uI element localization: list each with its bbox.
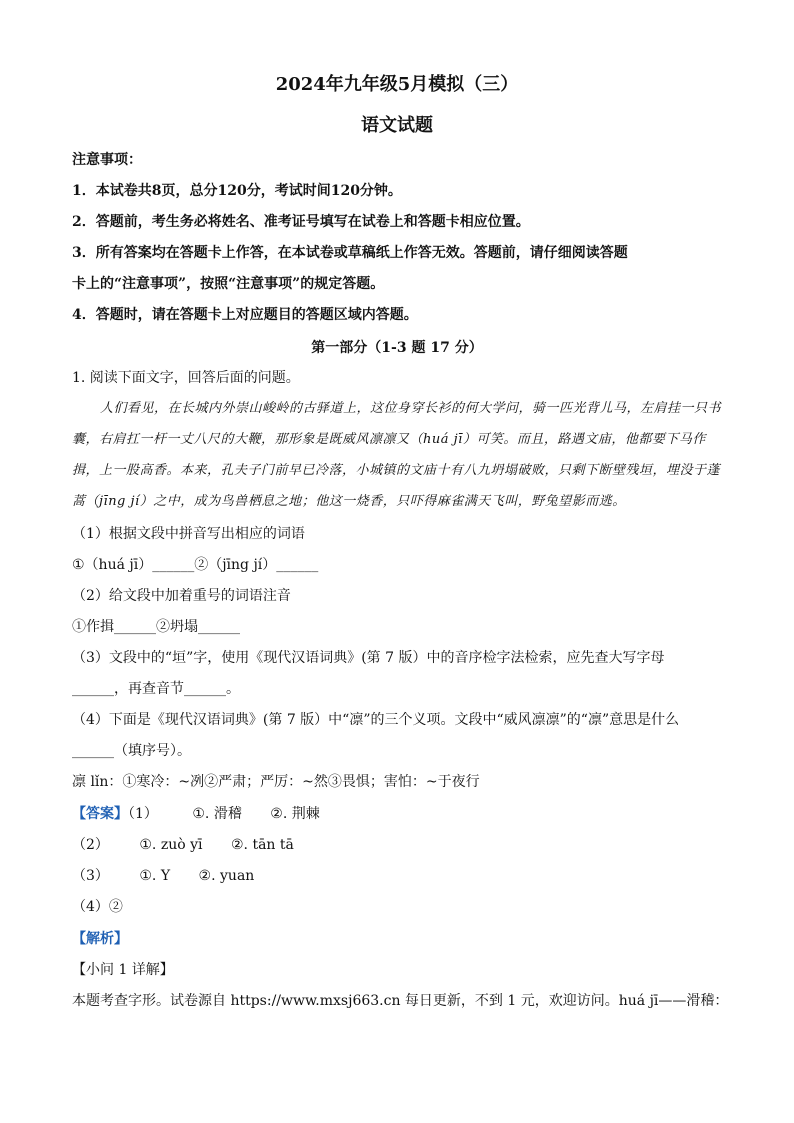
- sub-question-2: （2）给文段中加着重号的词语注音: [72, 588, 291, 604]
- sub-question-3-blanks: ______，再查音节______。: [72, 681, 240, 697]
- notice-item-4: 4．答题时，请在答题卡上对应题目的答题区域内答题。: [72, 307, 418, 323]
- answer-label: 【答案】: [72, 806, 128, 822]
- answer-value-b: yuan: [220, 868, 255, 884]
- answer-value-b: 荆棘: [291, 806, 320, 822]
- notice-item-2: 2．答题前，考生务必将姓名、准考证号填写在试卷上和答题卡相应位置。: [72, 214, 530, 230]
- analysis-sub-heading: 【小问 1 详解】: [72, 962, 174, 978]
- answer-mark-a: ①.: [192, 806, 210, 822]
- sub-question-1: （1）根据文段中拼音写出相应的词语: [72, 526, 305, 542]
- notice-item-3: 3．所有答案均在答题卡上作答，在本试卷或草稿纸上作答无效。答题前，请仔细阅读答题: [72, 245, 628, 261]
- answer-num: （2）: [72, 837, 109, 853]
- dictionary-entry: 凛 lǐn：①寒冷：~冽②严肃；严厉：~然③畏惧；害怕：~于夜行: [72, 774, 480, 790]
- answer-value-a: 滑稽: [213, 806, 242, 822]
- answer-mark-a: ①.: [139, 837, 157, 853]
- analysis-text: 本题考查字形。试卷源自 https://www.mxsj663.cn 每日更新，不到 1 元，欢迎访问。huá jī——滑稽：: [72, 993, 729, 1009]
- analysis-label: 【解析】: [72, 931, 128, 947]
- answer-mark-b: ②.: [270, 806, 288, 822]
- exam-title: 2024年九年级5月模拟（三）: [275, 74, 519, 95]
- answer-value-a: Y: [160, 868, 171, 884]
- reading-passage: [72, 393, 722, 517]
- notice-item-3-cont: 卡上的“注意事项”，按照“注意事项”的规定答题。: [72, 276, 385, 292]
- answer-mark-b: ②.: [198, 868, 216, 884]
- sub-question-4: （4）下面是《现代汉语词典》(第 7 版）中“凛”的三个义项。文段中“威风凛凛”的“凛”意思是什么: [72, 712, 680, 728]
- answer-num: （1）: [128, 806, 158, 822]
- question-1-stem: 1. 阅读下面文字，回答后面的问题。: [72, 370, 300, 386]
- notice-heading: 注意事项：: [72, 152, 142, 168]
- answer-row-2: [72, 835, 294, 855]
- passage-text: 人们看见，在长城内外崇山峻岭的古驿道上，这位身穿长衫的何大学问，骑一匹光背儿马，左肩挂一只书囊，右肩扛一杆一丈八尺的大鞭，那形象是既威风凛凛又（huá jī）可笑。而且，路遇文庙，他都要下马作揖，上一股高香。本来，孔夫子门前早已冷落，小城镇的文庙十有八九坍塌破败，只剩下断壁残垣，埋没于蓬蒿（jīng jí）之中，成为鸟兽栖息之地；他这一烧香，只吓得麻雀满天飞叫，野兔望影而逃。: [72, 401, 722, 509]
- answer-value-b: tān tā: [252, 837, 294, 853]
- section-title: 第一部分（1-3 题 17 分）: [311, 340, 483, 356]
- answer-row-3: [72, 866, 254, 886]
- sub-question-1-blanks: ①（huá jī）______②（jīng jí）______: [72, 557, 319, 573]
- sub-question-3: （3）文段中的“垣”字，使用《现代汉语词典》(第 7 版）中的音序检字法检索，应先查大写字母: [72, 650, 665, 666]
- answer-row-4: （4）②: [72, 899, 123, 915]
- exam-subtitle: 语文试题: [361, 115, 433, 136]
- answer-mark-a: ①.: [139, 868, 157, 884]
- sub-question-4-blanks: ______（填序号）。: [72, 743, 191, 759]
- answer-row-1: [72, 804, 320, 824]
- answer-mark-b: ②.: [230, 837, 248, 853]
- notice-item-1: 1．本试卷共8页，总分120分，考试时间120分钟。: [72, 183, 402, 199]
- answer-num: （3）: [72, 868, 109, 884]
- answer-value-a: zuò yī: [160, 837, 203, 853]
- sub-question-2-blanks: ①作揖______②坍塌______: [72, 619, 240, 635]
